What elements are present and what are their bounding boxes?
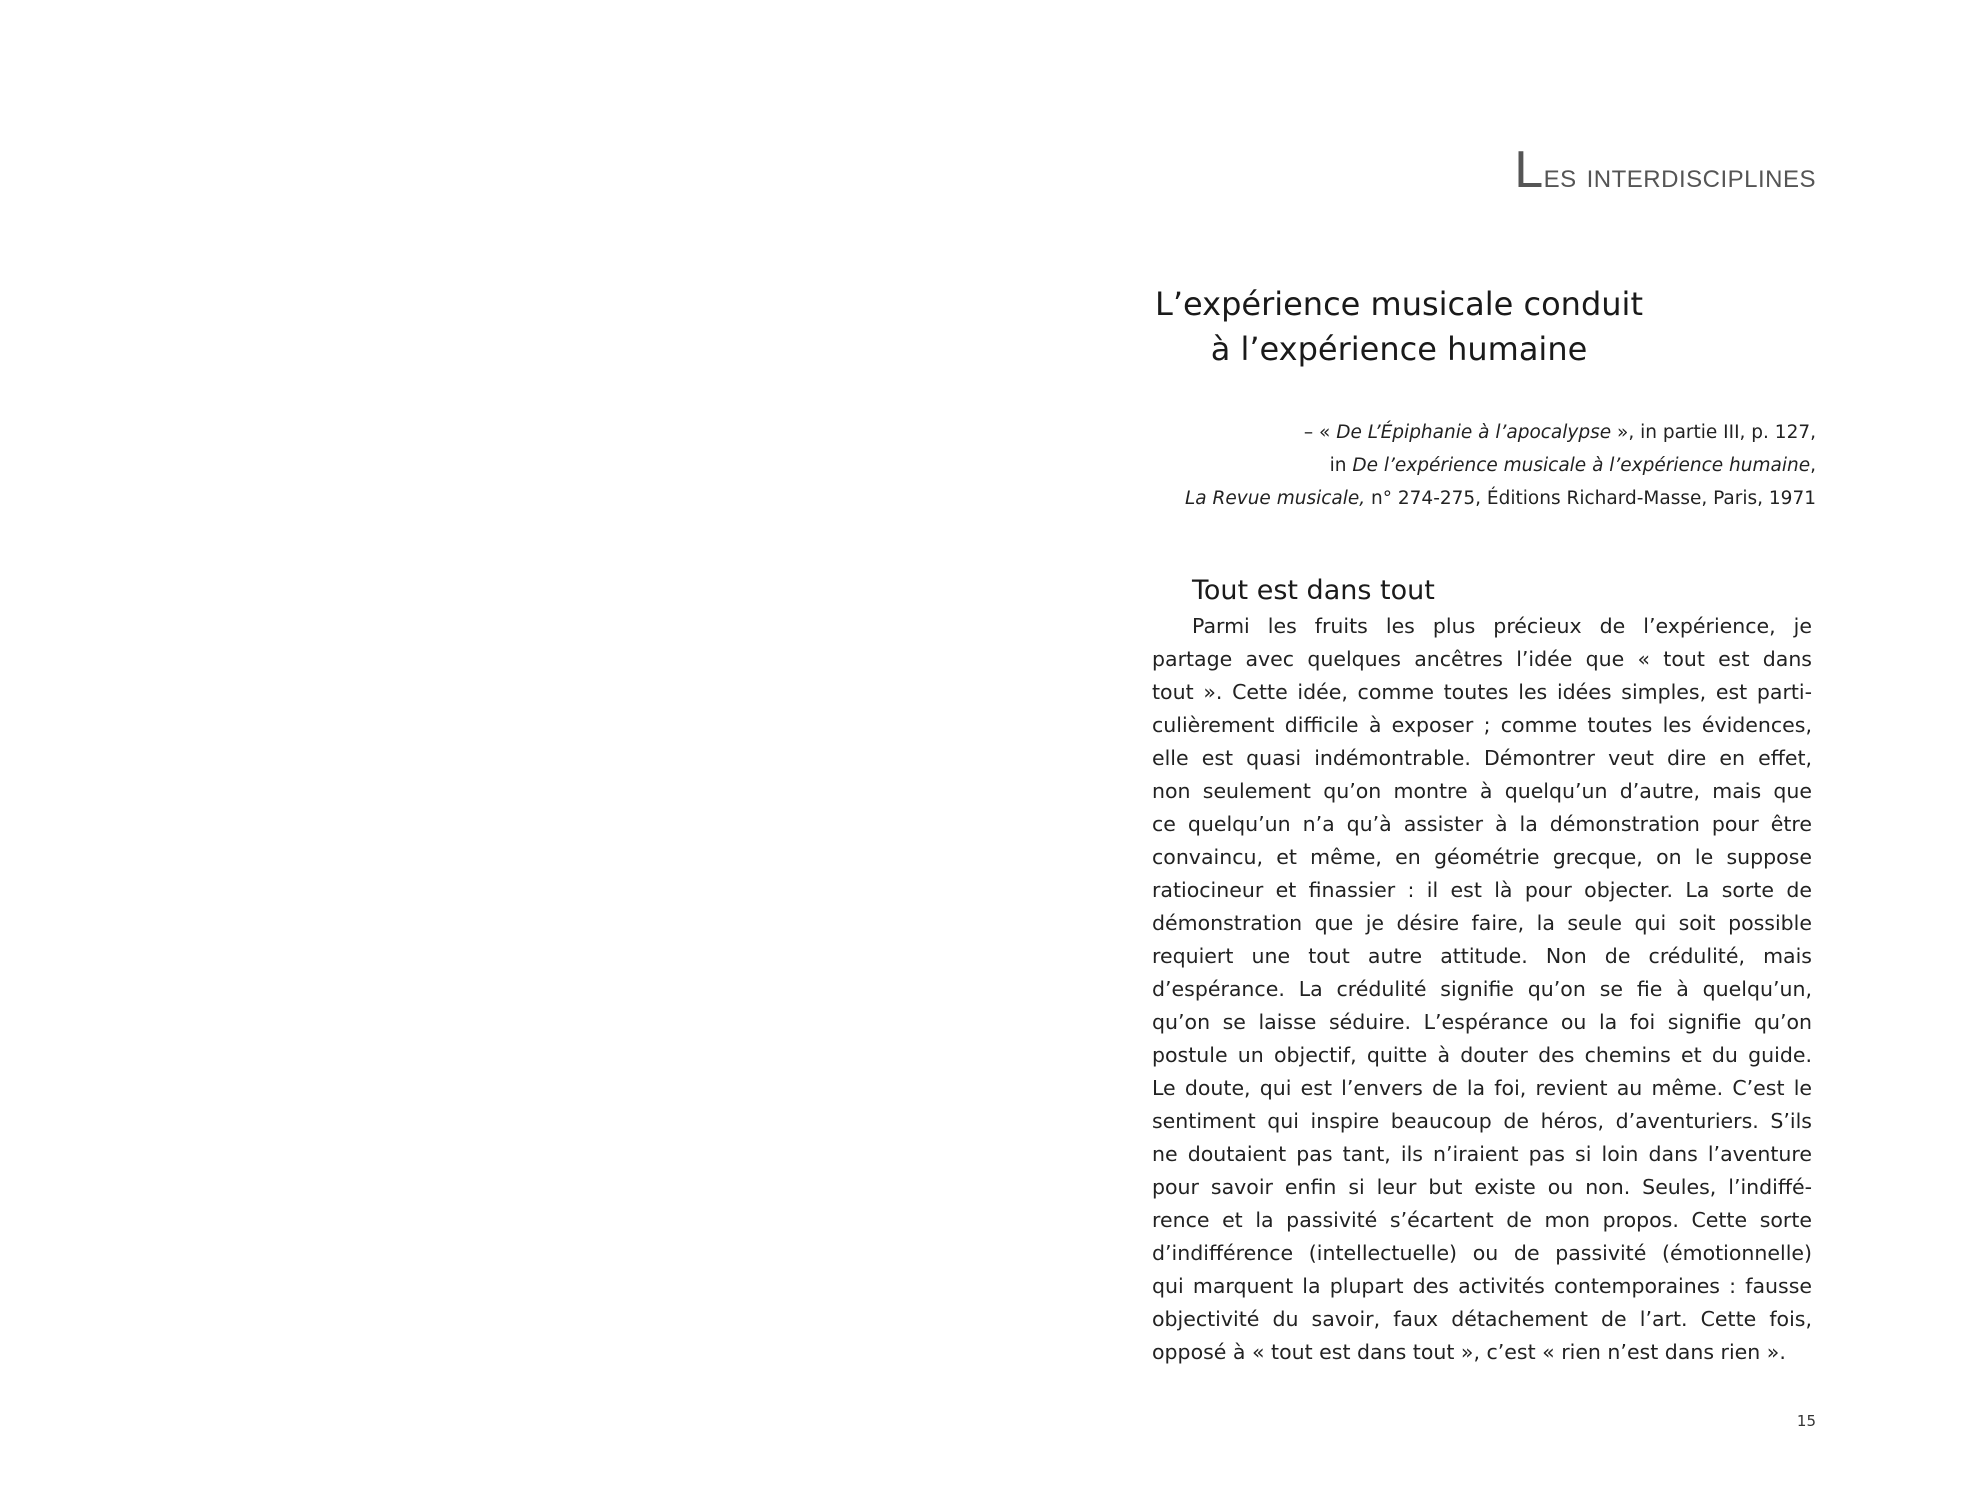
body-line: pour savoir enfin si leur but existe ou non. Seules, l’indiffé- [1152,1175,1812,1199]
body-line: convaincu, et même, en géométrie grecque, on le suppose [1152,845,1812,869]
body-line: ce quelqu’un n’a qu’à assister à la démonstration pour être [1152,812,1812,836]
running-head-initial: L [1514,141,1544,199]
epigraph-line-2 [1185,449,1816,482]
body-line: d’indifférence (intellectuelle) ou de passivité (émotionnelle) [1152,1241,1812,1265]
body-line: objectivité du savoir, faux détachement de l’art. Cette fois, [1152,1307,1812,1331]
right-page [984,0,1968,1496]
epigraph-line-1-suffix: », in partie III, p. 127, [1611,422,1816,443]
body-line: elle est quasi indémontrable. Démontrer veut dire en effet, [1152,746,1812,770]
epigraph-line-3-title: La Revue musicale, [1185,488,1366,509]
chapter-title [1144,282,1654,372]
body-line: tout ». Cette idée, comme toutes les idées simples, est parti- [1152,680,1812,704]
body-line: Le doute, qui est l’envers de la foi, revient au même. C’est le [1152,1076,1812,1100]
page-number: 15 [1796,1412,1816,1430]
body-line: d’espérance. La crédulité signifie qu’on se fie à quelqu’un, [1152,977,1812,1001]
chapter-title-line-2: à l’expérience humaine [1210,330,1588,368]
epigraph-line-2-title: De l’expérience musicale à l’expérience humaine [1352,455,1811,476]
chapter-title-line-1: L’expérience musicale conduit [1155,285,1643,323]
body-line: qu’on se laisse séduire. L’espérance ou la foi signifie qu’on [1152,1010,1812,1034]
epigraph-line-3 [1185,482,1816,515]
body-paragraph [1152,610,1812,1369]
epigraph-line-2-prefix: in [1329,455,1353,476]
epigraph-line-1-title: De L’Épiphanie à l’apocalypse [1336,422,1612,443]
running-head [1514,140,1816,200]
body-line: requiert une tout autre attitude. Non de crédulité, mais [1152,944,1812,968]
body-line: rence et la passivité s’écartent de mon propos. Cette sorte [1152,1208,1812,1232]
epigraph-line-2-suffix: , [1810,455,1816,476]
body-line: partage avec quelques ancêtres l’idée que « tout est dans [1152,647,1812,671]
body-line: postule un objectif, quitte à douter des chemins et du guide. [1152,1043,1812,1067]
body-line: démonstration que je désire faire, la seule qui soit possible [1152,911,1812,935]
running-head-rest: es interdisciplines [1543,157,1816,195]
section-heading: Tout est dans tout [1192,575,1435,606]
body-line: qui marquent la plupart des activités contemporaines : fausse [1152,1274,1812,1298]
epigraph-line-1 [1185,416,1816,449]
body-line: ne doutaient pas tant, ils n’iraient pas si loin dans l’aventure [1152,1142,1812,1166]
epigraph-line-1-prefix: – « [1303,422,1337,443]
epigraph-line-3-suffix: n° 274-275, Éditions Richard-Masse, Paris, 1971 [1365,488,1816,509]
body-line: culièrement difficile à exposer ; comme toutes les évidences, [1152,713,1812,737]
body-line: sentiment qui inspire beaucoup de héros, d’aventuriers. S’ils [1152,1109,1812,1133]
body-line: ratiocineur et finassier : il est là pour objecter. La sorte de [1152,878,1812,902]
body-line: opposé à « tout est dans tout », c’est « rien n’est dans rien ». [1152,1340,1786,1364]
body-line: Parmi les fruits les plus précieux de l’expérience, je [1192,614,1812,638]
body-line: non seulement qu’on montre à quelqu’un d’autre, mais que [1152,779,1812,803]
epigraph-source [1185,416,1816,515]
